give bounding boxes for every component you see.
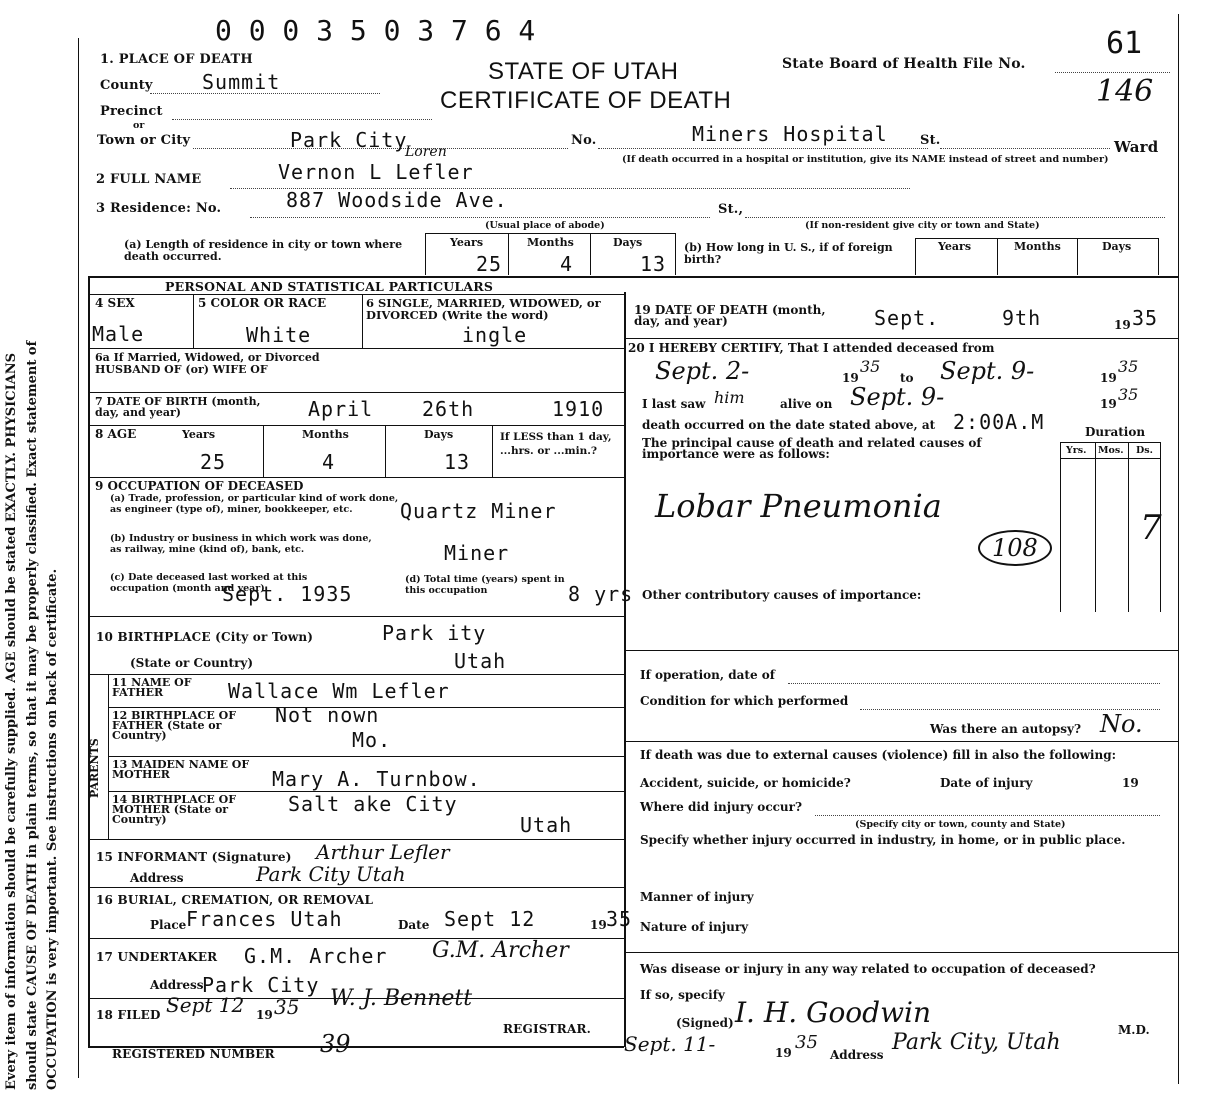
res-years-header: Years [450,236,484,249]
town-label: Town or City [97,133,191,148]
number-label: No. [571,133,597,148]
hospital-note: (If death occurred in a hospital or institution, give its NAME instead of street and number) [622,154,1109,165]
death-occurred-label: death occurred on the date stated above, at [642,418,936,432]
street-label: St. [920,133,941,148]
specify-label: If so, specify [640,988,725,1002]
undertaker-address: Park City [202,973,320,997]
res-months-header: Months [527,236,574,249]
condition-label: Condition for which performed [640,694,849,708]
precinct-label: Precinct [100,104,163,119]
father-birthplace-label: 12 BIRTHPLACE OF FATHER (State or Country) [112,709,237,742]
filed-date: Sept 12 [166,993,245,1017]
mother-birthplace-2: Utah [520,813,573,837]
alive-year-prefix: 19 [1100,397,1117,411]
attended-year-prefix-1: 19 [842,371,859,385]
residence-label: 3 Residence: No. [96,201,222,216]
full-name-label: 2 FULL NAME [96,172,202,187]
res-days-header: Days [613,236,643,249]
age-years-value: 25 [200,450,227,474]
duration-mos: Mos. [1098,445,1124,456]
external-causes-label: If death was due to external causes (violence) fill in also the following: [640,748,1117,762]
state-title: STATE OF UTAH [488,58,679,85]
physician-address: Park City, Utah [892,1030,1061,1055]
less-than-day-label: If LESS than 1 day, ...hrs. or ...min.? [500,431,612,457]
death-month: Sept. [874,306,940,330]
death-year-prefix: 19 [1114,318,1131,332]
informant-label: 15 INFORMANT (Signature) [96,850,292,864]
age-label: 8 AGE [95,427,137,441]
place-heading: 1. PLACE OF DEATH [100,52,253,67]
signed-year: 35 [795,1032,818,1053]
signed-year-prefix: 19 [775,1046,792,1060]
industry-label: Specify whether injury occurred in industry, in home, or in public place. [640,833,1126,847]
occupation-a-value: Quartz Miner [400,499,557,523]
manner-label: Manner of injury [640,890,754,904]
informant-address: Park City Utah [256,862,406,886]
father-name-label: 11 NAME OF FATHER [112,676,192,699]
length-residence-label: (a) Length of residence in city or town where death occurred. [124,238,403,263]
injury-date-label: Date of injury [940,776,1033,790]
burial-label: 16 BURIAL, CREMATION, OR REMOVAL [96,893,374,907]
undertaker-address-label: Address [150,978,204,992]
occupation-c-label: (c) Date deceased last worked at this occupation (month and year) [110,572,308,594]
page-number: 61 [1106,26,1143,61]
accident-label: Accident, suicide, or homicide? [640,776,851,790]
alive-on-date: Sept. 9- [850,383,945,411]
undertaker-name: G.M. Archer [244,944,388,968]
margin-instructions-1: Every item of information should be carefully supplied. AGE should be stated EXACTLY. PHYSICIANS [4,352,19,1090]
sex-label: 4 SEX [95,296,135,310]
occupation-c-value: Sept. 1935 [222,582,353,606]
undertaker-label: 17 UNDERTAKER [96,950,218,964]
us-months-header: Months [1014,240,1061,253]
duration-yrs: Yrs. [1066,445,1087,456]
registered-number: 39 [320,1030,351,1058]
marital-label: 6 SINGLE, MARRIED, WIDOWED, or DIVORCED (Write the word) [366,296,601,322]
signed-date: Sept. 11- [624,1032,716,1056]
occupation-related-label: Was disease or injury in any way related to occupation of deceased? [640,962,1096,976]
duration-ds: Ds. [1136,445,1153,456]
alive-on-label: alive on [780,397,833,411]
occupation-b-value: Miner [444,541,510,565]
death-day: 9th [1002,306,1042,330]
mother-name-label: 13 MAIDEN NAME OF MOTHER [112,758,250,781]
burial-place-label: Place [150,918,187,932]
foreign-birth-label: (b) How long in U. S., if of foreign birth? [684,241,893,266]
cause-of-death: Lobar Pneumonia [655,487,942,525]
county-value: Summit [202,70,281,94]
physician-address-label: Address [830,1048,884,1062]
serial-number: 0 0 0 3 5 0 3 7 6 4 [215,14,536,47]
mother-birthplace-1: Salt ake City [288,792,458,816]
filed-year-prefix: 19 [256,1008,273,1022]
burial-year: 35 [606,907,633,931]
residence-value: 887 Woodside Ave. [286,188,508,212]
residence-street-label: St., [718,202,744,217]
dob-label: 7 DATE OF BIRTH (month, day, and year) [95,395,261,419]
nature-label: Nature of injury [640,920,749,934]
county-label: County [100,78,153,93]
other-causes-label: Other contributory causes of importance: [642,588,922,602]
physician-signature: I. H. Goodwin [735,996,932,1029]
ward-label: Ward [1114,138,1159,156]
occupation-label: 9 OCCUPATION OF DECEASED [95,479,304,493]
age-days-value: 13 [444,450,471,474]
injury-year-prefix: 19 [1122,776,1139,790]
full-name-value: Vernon L Lefler [278,160,474,184]
parents-side-label: PARENTS [88,738,101,798]
race-value: White [246,323,312,347]
sex-value: Male [92,322,145,346]
burial-date-label: Date [398,918,430,932]
last-saw-value: him [714,388,745,407]
occupation-b-label: (b) Industry or business in which work was done, as railway, mine (kind of), bank, etc. [110,533,372,555]
age-days-header: Days [424,428,454,441]
father-birthplace-2: Mo. [352,728,392,752]
md-label: M.D. [1118,1023,1150,1037]
margin-instructions-2: should state CAUSE OF DEATH in plain terms, so that it may be properly classified. Exact statement of [25,340,40,1090]
us-years-header: Years [938,240,972,253]
dob-day: 26th [422,397,475,421]
age-years-header: Years [182,428,216,441]
usual-abode-note: (Usual place of abode) [485,220,605,231]
certificate-title: CERTIFICATE OF DEATH [440,87,732,114]
attended-year-1: 35 [860,357,881,376]
attended-year-2: 35 [1118,357,1139,376]
autopsy-value: No. [1100,710,1143,738]
father-name: Wallace Wm Lefler [228,679,450,703]
res-months-value: 4 [560,252,574,276]
burial-year-prefix: 19 [590,918,607,932]
marital-value: ingle [462,323,528,347]
informant-signature: Arthur Lefler [316,840,450,864]
res-years-value: 25 [476,252,503,276]
mother-name: Mary A. Turnbow. [272,767,481,791]
cause-duration-days: 7 [1140,508,1162,548]
file-number-label: State Board of Health File No. [782,56,1026,72]
signed-label: (Signed) [676,1016,734,1030]
cause-code: 108 [978,530,1052,566]
certify-intro: 20 I HEREBY CERTIFY, That I attended deceased from [628,341,995,355]
burial-place: Frances Utah [186,907,343,931]
registrar-label: REGISTRAR. [503,1022,592,1036]
dob-month: April [308,397,374,421]
operation-label: If operation, date of [640,668,775,682]
town-value: Park City [290,128,408,152]
file-number: 146 [1096,74,1154,109]
injury-where-note: (Specify city or town, county and State) [855,819,1066,830]
non-resident-note: (If non-resident give city or town and State) [805,220,1040,231]
mother-birthplace-label: 14 BIRTHPLACE OF MOTHER (State or Country) [112,793,237,826]
occupation-a-label: (a) Trade, profession, or particular kind of work done, as engineer (type of), miner, bookkeeper, etc. [110,493,399,515]
middle-name-annotation: Loren [405,144,447,160]
personal-heading: PERSONAL AND STATISTICAL PARTICULARS [165,279,494,294]
birthplace-city: Park ity [382,621,487,645]
death-year: 35 [1132,306,1159,330]
attended-to: Sept. 9- [940,357,1035,385]
birthplace-state-label: (State or Country) [130,656,254,670]
date-of-death-label: 19 DATE OF DEATH (month, day, and year) [634,303,826,328]
filed-year: 35 [274,995,300,1019]
us-days-header: Days [1102,240,1132,253]
father-birthplace-1: Not nown [275,703,380,727]
margin-instructions-3: OCCUPATION is very important. See instructions on back of certificate. [45,568,60,1090]
birthplace-label: 10 BIRTHPLACE (City or Town) [96,630,314,644]
attended-to-label: to [900,371,914,385]
death-time: 2:00A.M [953,410,1045,434]
alive-year: 35 [1118,385,1139,404]
birthplace-state: Utah [454,649,507,673]
principal-cause-label: The principal cause of death and related causes of importance were as follows: [642,436,982,461]
autopsy-label: Was there an autopsy? [930,722,1082,736]
undertaker-signature: G.M. Archer [432,938,569,963]
informant-address-label: Address [130,871,184,885]
age-months-header: Months [302,428,349,441]
hospital-value: Miners Hospital [692,122,888,146]
res-days-value: 13 [640,252,667,276]
age-months-value: 4 [322,450,336,474]
duration-label: Duration [1085,425,1146,439]
registrar-signature: W. J. Bennett [330,986,473,1011]
town-or: or [133,120,145,131]
dob-year: 1910 [552,397,605,421]
spouse-label: 6a If Married, Widowed, or Divorced HUSBAND OF (or) WIFE OF [95,351,320,376]
occupation-d-value: 8 yrs [568,582,634,606]
registered-number-label: REGISTERED NUMBER [112,1047,275,1061]
last-saw-label: I last saw [642,397,706,411]
filed-label: 18 FILED [96,1008,161,1022]
attended-from: Sept. 2- [655,357,750,385]
occupation-d-label: (d) Total time (years) spent in this occupation [405,574,565,596]
injury-where-label: Where did injury occur? [640,800,803,814]
race-label: 5 COLOR OR RACE [198,296,327,310]
burial-date: Sept 12 [444,907,536,931]
attended-year-prefix-2: 19 [1100,371,1117,385]
